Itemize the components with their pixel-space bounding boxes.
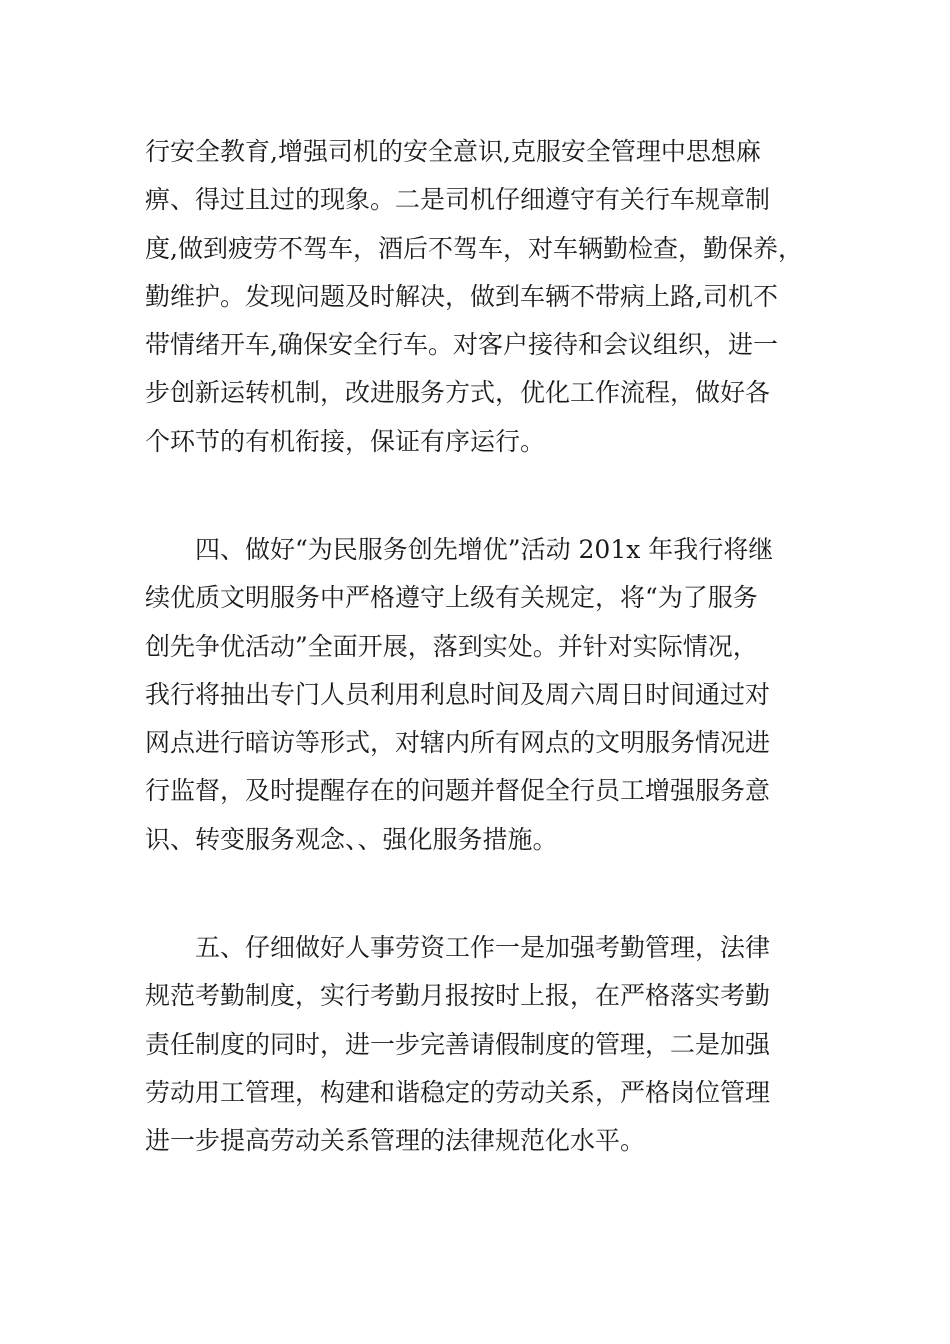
paragraph-vehicle-safety [145, 128, 845, 466]
text-line: 责任制度的同时，进一步完善请假制度的管理，二是加强 [145, 1029, 771, 1059]
text-line: 行监督，及时提醒存在的问题并督促全行员工增强服务意 [145, 776, 771, 806]
text-line: 劳动用工管理，构建和谐稳定的劳动关系，严格岗位管理 [145, 1077, 771, 1107]
text-line: 四、做好“为民服务创先增优”活动 201x 年我行将继 [195, 535, 774, 564]
text-line: 识、转变服务观念、、强化服务措施。 [145, 824, 558, 854]
text-line: 行安全教育,增强司机的安全意识,克服安全管理中思想麻 [145, 137, 761, 166]
text-line: 痹、得过且过的现象。二是司机仔细遵守有关行车规章制 [145, 185, 771, 215]
text-line: 我行将抽出专门人员利用利息时间及周六周日时间通过对 [145, 679, 771, 709]
text-line: 带情绪开车,确保安全行车。对客户接待和会议组织，进一 [145, 330, 778, 360]
paragraph-personnel-work [145, 924, 845, 1165]
text-line: 步创新运转机制，改进服务方式，优化工作流程，做好各 [145, 378, 771, 408]
text-line: 五、仔细做好人事劳资工作一是加强考勤管理，法律 [195, 933, 771, 962]
text-line: 个环节的有机衔接，保证有序运行。 [145, 426, 546, 456]
paragraph-service-activity [145, 526, 845, 864]
text-line: 进一步提高劳动关系管理的法律规范化水平。 [145, 1126, 646, 1156]
text-line: 规范考勤制度，实行考勤月报按时上报，在严格落实考勤 [145, 981, 771, 1011]
text-line: 勤维护。发现问题及时解决，做到车辆不带病上路,司机不 [145, 281, 778, 311]
text-line: 创先争优活动”全面开展，落到实处。并针对实际情况， [145, 631, 758, 661]
text-line: 续优质文明服务中严格遵守上级有关规定，将“为了服务 [145, 583, 758, 613]
text-line: 度,做到疲劳不驾车，酒后不驾车，对车辆勤检查，勤保养， [145, 233, 803, 263]
text-line: 网点进行暗访等形式，对辖内所有网点的文明服务情况进 [145, 728, 771, 758]
